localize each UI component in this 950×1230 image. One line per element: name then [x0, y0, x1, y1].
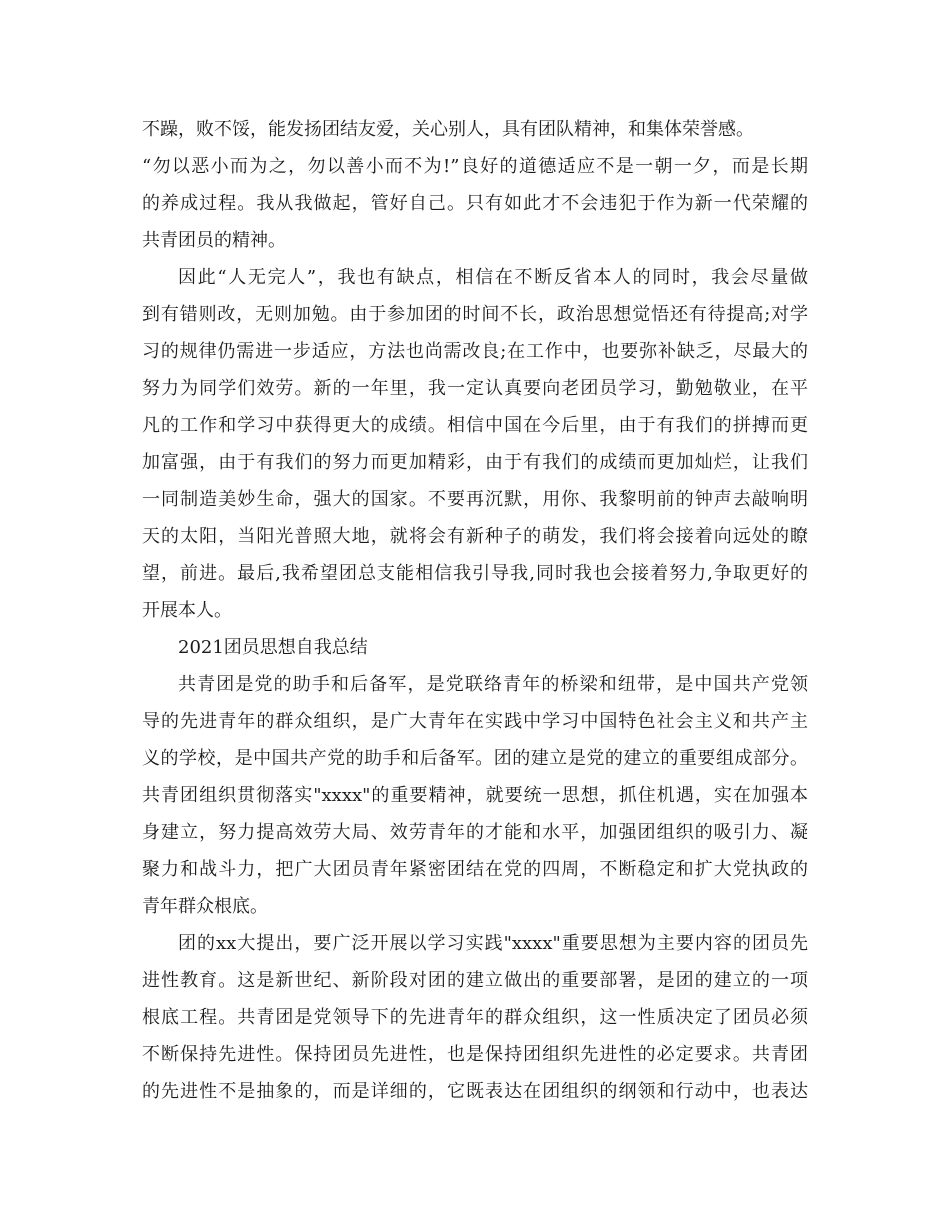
- text-line: 身建立，努力提高效劳大局、效劳青年的才能和水平，加强团组织的吸引力、凝: [142, 822, 808, 843]
- section-heading: [142, 629, 808, 666]
- text-line: 共青团组织贯彻落实"xxxx"的重要精神，就要统一思想，抓住机遇，实在加强本: [142, 785, 808, 806]
- document-body: [142, 111, 808, 1110]
- paragraph: [142, 666, 808, 925]
- text-line: 一同制造美妙生命，强大的国家。不要再沉默，用你、我黎明前的钟声去敲响明: [142, 489, 808, 510]
- text-line: 开展本人。: [142, 600, 232, 621]
- heading-text: 2021团员思想自我总结: [178, 637, 368, 658]
- paragraph: [142, 925, 808, 1110]
- paragraph: [142, 148, 808, 259]
- text-line: 的先进性不是抽象的，而是详细的，它既表达在团组织的纲领和行动中，也表达: [142, 1081, 808, 1102]
- paragraph: [142, 259, 808, 629]
- paragraph: [142, 111, 808, 148]
- text-line: 共青团员的精神。: [142, 230, 286, 251]
- text-line: 进性教育。这是新世纪、新阶段对团的建立做出的重要部署，是团的建立的一项: [142, 970, 808, 991]
- text-line: 不断保持先进性。保持团员先进性，也是保持团组织先进性的必定要求。共青团: [142, 1044, 808, 1065]
- text-line: 导的先进青年的群众组织，是广大青年在实践中学习中国特色社会主义和共产主: [142, 711, 808, 732]
- text-line: 望，前进。最后,我希望团总支能相信我引导我,同时我也会接着努力,争取更好的: [142, 563, 808, 584]
- text-line: 聚力和战斗力，把广大团员青年紧密团结在党的四周，不断稳定和扩大党执政的: [142, 859, 808, 880]
- text-line: 到有错则改，无则加勉。由于参加团的时间不长，政治思想觉悟还有待提高;对学: [142, 304, 808, 325]
- text-line: 的养成过程。我从我做起，管好自己。只有如此才不会违犯于作为新一代荣耀的: [142, 193, 808, 214]
- text-line: 共青团是党的助手和后备军，是党联络青年的桥梁和纽带，是中国共产党领: [178, 674, 808, 695]
- text-line: 习的规律仍需进一步适应，方法也尚需改良;在工作中，也要弥补缺乏，尽最大的: [142, 341, 808, 362]
- text-line: 根底工程。共青团是党领导下的先进青年的群众组织，这一性质决定了团员必须: [142, 1007, 808, 1028]
- text-line: 加富强，由于有我们的努力而更加精彩，由于有我们的成绩而更加灿烂，让我们: [142, 452, 808, 473]
- text-line: 义的学校，是中国共产党的助手和后备军。团的建立是党的建立的重要组成部分。: [142, 748, 808, 769]
- text-line: 凡的工作和学习中获得更大的成绩。相信中国在今后里，由于有我们的拼搏而更: [142, 415, 808, 436]
- text-line: 不躁，败不馁，能发扬团结友爱，关心别人，具有团队精神，和集体荣誉感。: [142, 119, 754, 140]
- text-line: 天的太阳，当阳光普照大地，就将会有新种子的萌发，我们将会接着向远处的瞭: [142, 526, 808, 547]
- text-line: 努力为同学们效劳。新的一年里，我一定认真要向老团员学习，勤勉敬业，在平: [142, 378, 808, 399]
- text-line: 因此“人无完人”，我也有缺点，相信在不断反省本人的同时，我会尽量做: [178, 267, 808, 288]
- text-line: 团的xx大提出，要广泛开展以学习实践"xxxx"重要思想为主要内容的团员先: [178, 933, 808, 954]
- text-line: 青年群众根底。: [142, 896, 268, 917]
- text-line: “勿以恶小而为之，勿以善小而不为!”良好的道德适应不是一朝一夕，而是长期: [142, 156, 808, 177]
